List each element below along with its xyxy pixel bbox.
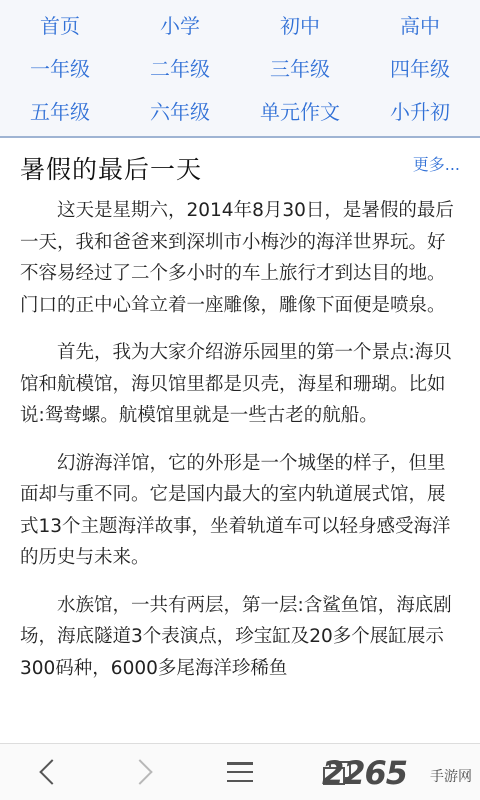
nav-link-grade-4[interactable]: 四年级 <box>390 57 450 81</box>
watermark-number: 2265 <box>322 754 408 792</box>
watermark-site-name: 手游网 <box>430 769 472 785</box>
hamburger-menu-icon <box>227 762 253 782</box>
article-paragraph: 幻游海洋馆，它的外形是一个城堡的样子，但里面却与重不同。它是国内最大的室内轨道展式馆，展式13个主题海洋故事，坐着轨道车可以轻身感受海洋的历史与未来。 <box>20 452 451 568</box>
site-watermark <box>322 754 472 794</box>
nav-link-grade-5[interactable]: 五年级 <box>30 100 90 124</box>
menu-button[interactable] <box>212 752 268 792</box>
chevron-right-icon <box>127 759 152 784</box>
forward-button[interactable] <box>116 752 172 792</box>
chevron-left-icon <box>39 759 64 784</box>
nav-link-grade-3[interactable]: 三年级 <box>270 57 330 81</box>
article-title: 暑假的最后一天 <box>20 155 203 184</box>
nav-link-junior-high[interactable]: 初中 <box>280 14 320 38</box>
nav-link-grade-6[interactable]: 六年级 <box>150 100 210 124</box>
back-button[interactable] <box>20 752 76 792</box>
article-paragraph: 水族馆，一共有两层，第一层:含鲨鱼馆，海底剧场，海底隧道3个表演点，珍宝缸及20多个展缸展示300码种，6000多尾海洋珍稀鱼 <box>20 594 452 679</box>
nav-link-primary-to-middle[interactable]: 小升初 <box>390 100 450 124</box>
nav-link-primary-school[interactable]: 小学 <box>160 14 200 38</box>
nav-link-unit-essay[interactable]: 单元作文 <box>260 100 340 124</box>
nav-link-senior-high[interactable]: 高中 <box>400 14 440 38</box>
article-paragraph: 这天是星期六，2014年8月30日，是暑假的最后一天，我和爸爸来到深圳市小梅沙的海洋世界玩。好不容易经过了二个多小时的车上旅行才到达目的地。门口的正中心耸立着一座雕像，雕像下面便是喷泉。 <box>20 200 454 316</box>
browser-toolbar <box>0 743 480 800</box>
article-header <box>0 138 480 188</box>
article-body <box>20 195 456 745</box>
article-paragraph: 首先，我为大家介绍游乐园里的第一个景点:海贝馆和航模馆，海贝馆里都是贝壳，海星和珊瑚。比如说:鸳鸯螺。航模馆里就是一些古老的航船。 <box>20 342 452 426</box>
category-nav <box>0 0 480 138</box>
more-link[interactable]: 更多... <box>412 155 460 174</box>
nav-link-grade-1[interactable]: 一年级 <box>30 57 90 81</box>
category-nav-grid <box>0 0 480 132</box>
nav-link-grade-2[interactable]: 二年级 <box>150 57 210 81</box>
nav-link-home[interactable]: 首页 <box>40 14 80 38</box>
